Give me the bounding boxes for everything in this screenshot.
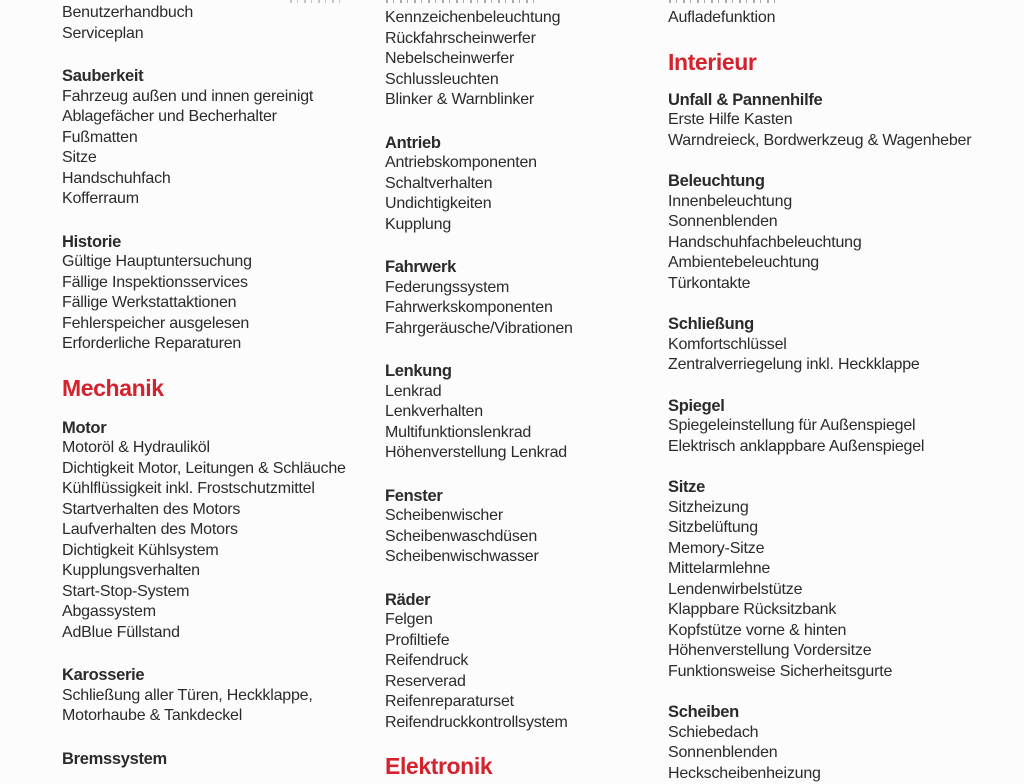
checklist-item: Scheibenwischer bbox=[385, 506, 665, 527]
checklist-item: Felgen bbox=[385, 610, 665, 631]
checklist-item: Fahrgeräusche/Vibrationen bbox=[385, 319, 665, 340]
section-block bbox=[668, 396, 1008, 458]
checklist-item: Höhenverstellung Vordersitze bbox=[668, 641, 1008, 662]
checklist-item: Motorhaube & Tankdeckel bbox=[62, 706, 374, 727]
checklist-item: Antriebskomponenten bbox=[385, 153, 665, 174]
section-title: Fahrwerk bbox=[385, 257, 665, 278]
section-title: Motor bbox=[62, 418, 374, 439]
checklist-item: Multifunktionslenkrad bbox=[385, 423, 665, 444]
checklist-item: Dichtigkeit Motor, Leitungen & Schläuche bbox=[62, 459, 374, 480]
section-block bbox=[62, 66, 374, 210]
checklist-item: Funktionsweise Sicherheitsgurte bbox=[668, 662, 1008, 683]
section-block bbox=[668, 90, 1008, 152]
checklist-column-right bbox=[668, 8, 1008, 784]
checklist-item: Dichtigkeit Kühlsystem bbox=[62, 541, 374, 562]
checklist-item: Undichtigkeiten bbox=[385, 194, 665, 215]
checklist-item: Handschuhfachbeleuchtung bbox=[668, 233, 1008, 254]
checklist-column-left bbox=[62, 3, 374, 769]
checklist-item: Rückfahrscheinwerfer bbox=[385, 29, 665, 50]
checklist-item: Erste Hilfe Kasten bbox=[668, 110, 1008, 131]
checklist-item: Profiltiefe bbox=[385, 631, 665, 652]
section-block bbox=[385, 133, 665, 236]
section-title: Sitze bbox=[668, 477, 1008, 498]
section-block bbox=[668, 702, 1008, 784]
checklist-item: Nebelscheinwerfer bbox=[385, 49, 665, 70]
checklist-item: Handschuhfach bbox=[62, 169, 374, 190]
category-title: Interieur bbox=[668, 49, 1008, 75]
section-title: Unfall & Pannenhilfe bbox=[668, 90, 1008, 111]
checklist-item: Zentralverriegelung inkl. Heckklappe bbox=[668, 355, 1008, 376]
section-block bbox=[385, 590, 665, 734]
cropped-line-sliver bbox=[386, 0, 536, 3]
section-title: Lenkung bbox=[385, 361, 665, 382]
section-block bbox=[668, 8, 1008, 29]
checklist-item: Sitze bbox=[62, 148, 374, 169]
checklist-item: Lenkrad bbox=[385, 382, 665, 403]
category-title: Mechanik bbox=[62, 375, 374, 401]
section-block bbox=[668, 477, 1008, 682]
checklist-item: Serviceplan bbox=[62, 24, 374, 45]
checklist-item: Schiebedach bbox=[668, 723, 1008, 744]
checklist-item: Fußmatten bbox=[62, 128, 374, 149]
checklist-item: Fällige Inspektionsservices bbox=[62, 273, 374, 294]
checklist-item: Federungssystem bbox=[385, 278, 665, 299]
section-title: Sauberkeit bbox=[62, 66, 374, 87]
checklist-item: Kupplung bbox=[385, 215, 665, 236]
checklist-item: Schaltverhalten bbox=[385, 174, 665, 195]
checklist-item: Gültige Hauptuntersuchung bbox=[62, 252, 374, 273]
checklist-item: Ablagefächer und Becherhalter bbox=[62, 107, 374, 128]
checklist-column-middle bbox=[385, 8, 665, 774]
section-block bbox=[62, 665, 374, 727]
checklist-item: Heckscheibenheizung bbox=[668, 764, 1008, 784]
checklist-item: Innenbeleuchtung bbox=[668, 192, 1008, 213]
checklist-item: Laufverhalten des Motors bbox=[62, 520, 374, 541]
category-block bbox=[62, 375, 374, 401]
checklist-item: Kennzeichenbeleuchtung bbox=[385, 8, 665, 29]
checklist-item: Aufladefunktion bbox=[668, 8, 1008, 29]
section-block bbox=[62, 232, 374, 355]
checklist-item: Elektrisch anklappbare Außenspiegel bbox=[668, 437, 1008, 458]
checklist-item: Reifenreparaturset bbox=[385, 692, 665, 713]
checklist-item: Erforderliche Reparaturen bbox=[62, 334, 374, 355]
checklist-item: Komfortschlüssel bbox=[668, 335, 1008, 356]
checklist-item: Höhenverstellung Lenkrad bbox=[385, 443, 665, 464]
checklist-item: Scheibenwischwasser bbox=[385, 547, 665, 568]
section-block bbox=[668, 314, 1008, 376]
checklist-item: Spiegeleinstellung für Außenspiegel bbox=[668, 416, 1008, 437]
section-title: Karosserie bbox=[62, 665, 374, 686]
checklist-item: Start-Stop-System bbox=[62, 582, 374, 603]
section-title: Antrieb bbox=[385, 133, 665, 154]
checklist-item: Sonnenblenden bbox=[668, 212, 1008, 233]
checklist-item: Fahrwerkskomponenten bbox=[385, 298, 665, 319]
category-block bbox=[385, 753, 665, 779]
section-title: Spiegel bbox=[668, 396, 1008, 417]
checklist-item: Blinker & Warnblinker bbox=[385, 90, 665, 111]
section-title: Räder bbox=[385, 590, 665, 611]
checklist-item: Motoröl & Hydrauliköl bbox=[62, 438, 374, 459]
checklist-item: Sonnenblenden bbox=[668, 743, 1008, 764]
checklist-item: Fehlerspeicher ausgelesen bbox=[62, 314, 374, 335]
checklist-item: Kühlflüssigkeit inkl. Frostschutzmittel bbox=[62, 479, 374, 500]
section-block bbox=[385, 486, 665, 568]
section-title: Fenster bbox=[385, 486, 665, 507]
section-title: Historie bbox=[62, 232, 374, 253]
checklist-item: Abgassystem bbox=[62, 602, 374, 623]
checklist-item: Benutzerhandbuch bbox=[62, 3, 374, 24]
checklist-item: Kopfstütze vorne & hinten bbox=[668, 621, 1008, 642]
section-title: Bremssystem bbox=[62, 749, 374, 770]
checklist-item: Reifendruckkontrollsystem bbox=[385, 713, 665, 734]
checklist-item: Mittelarmlehne bbox=[668, 559, 1008, 580]
section-block bbox=[385, 8, 665, 111]
section-block bbox=[62, 418, 374, 644]
checklist-item: Schließung aller Türen, Heckklappe, bbox=[62, 686, 374, 707]
section-title: Scheiben bbox=[668, 702, 1008, 723]
cropped-line-sliver bbox=[669, 0, 781, 3]
checklist-item: Kofferraum bbox=[62, 189, 374, 210]
checklist-item: Klappbare Rücksitzbank bbox=[668, 600, 1008, 621]
checklist-item: Fällige Werkstattaktionen bbox=[62, 293, 374, 314]
checklist-item: AdBlue Füllstand bbox=[62, 623, 374, 644]
checklist-item: Sitzbelüftung bbox=[668, 518, 1008, 539]
checklist-item: Warndreieck, Bordwerkzeug & Wagenheber bbox=[668, 131, 1008, 152]
checklist-item: Reserverad bbox=[385, 672, 665, 693]
checklist-item: Kupplungsverhalten bbox=[62, 561, 374, 582]
checklist-item: Sitzheizung bbox=[668, 498, 1008, 519]
section-block bbox=[62, 749, 374, 770]
checklist-item: Memory-Sitze bbox=[668, 539, 1008, 560]
checklist-item: Lenkverhalten bbox=[385, 402, 665, 423]
section-block bbox=[385, 257, 665, 339]
checklist-item: Schlussleuchten bbox=[385, 70, 665, 91]
section-block bbox=[62, 3, 374, 44]
section-title: Schließung bbox=[668, 314, 1008, 335]
checklist-item: Fahrzeug außen und innen gereinigt bbox=[62, 87, 374, 108]
checklist-item: Türkontakte bbox=[668, 274, 1008, 295]
checklist-item: Ambientebeleuchtung bbox=[668, 253, 1008, 274]
category-block bbox=[668, 49, 1008, 75]
section-block bbox=[668, 171, 1008, 294]
section-block bbox=[385, 361, 665, 464]
checklist-item: Reifendruck bbox=[385, 651, 665, 672]
checklist-item: Scheibenwaschdüsen bbox=[385, 527, 665, 548]
checklist-item: Lendenwirbelstütze bbox=[668, 580, 1008, 601]
section-title: Beleuchtung bbox=[668, 171, 1008, 192]
category-title: Elektronik bbox=[385, 753, 665, 779]
checklist-item: Startverhalten des Motors bbox=[62, 500, 374, 521]
